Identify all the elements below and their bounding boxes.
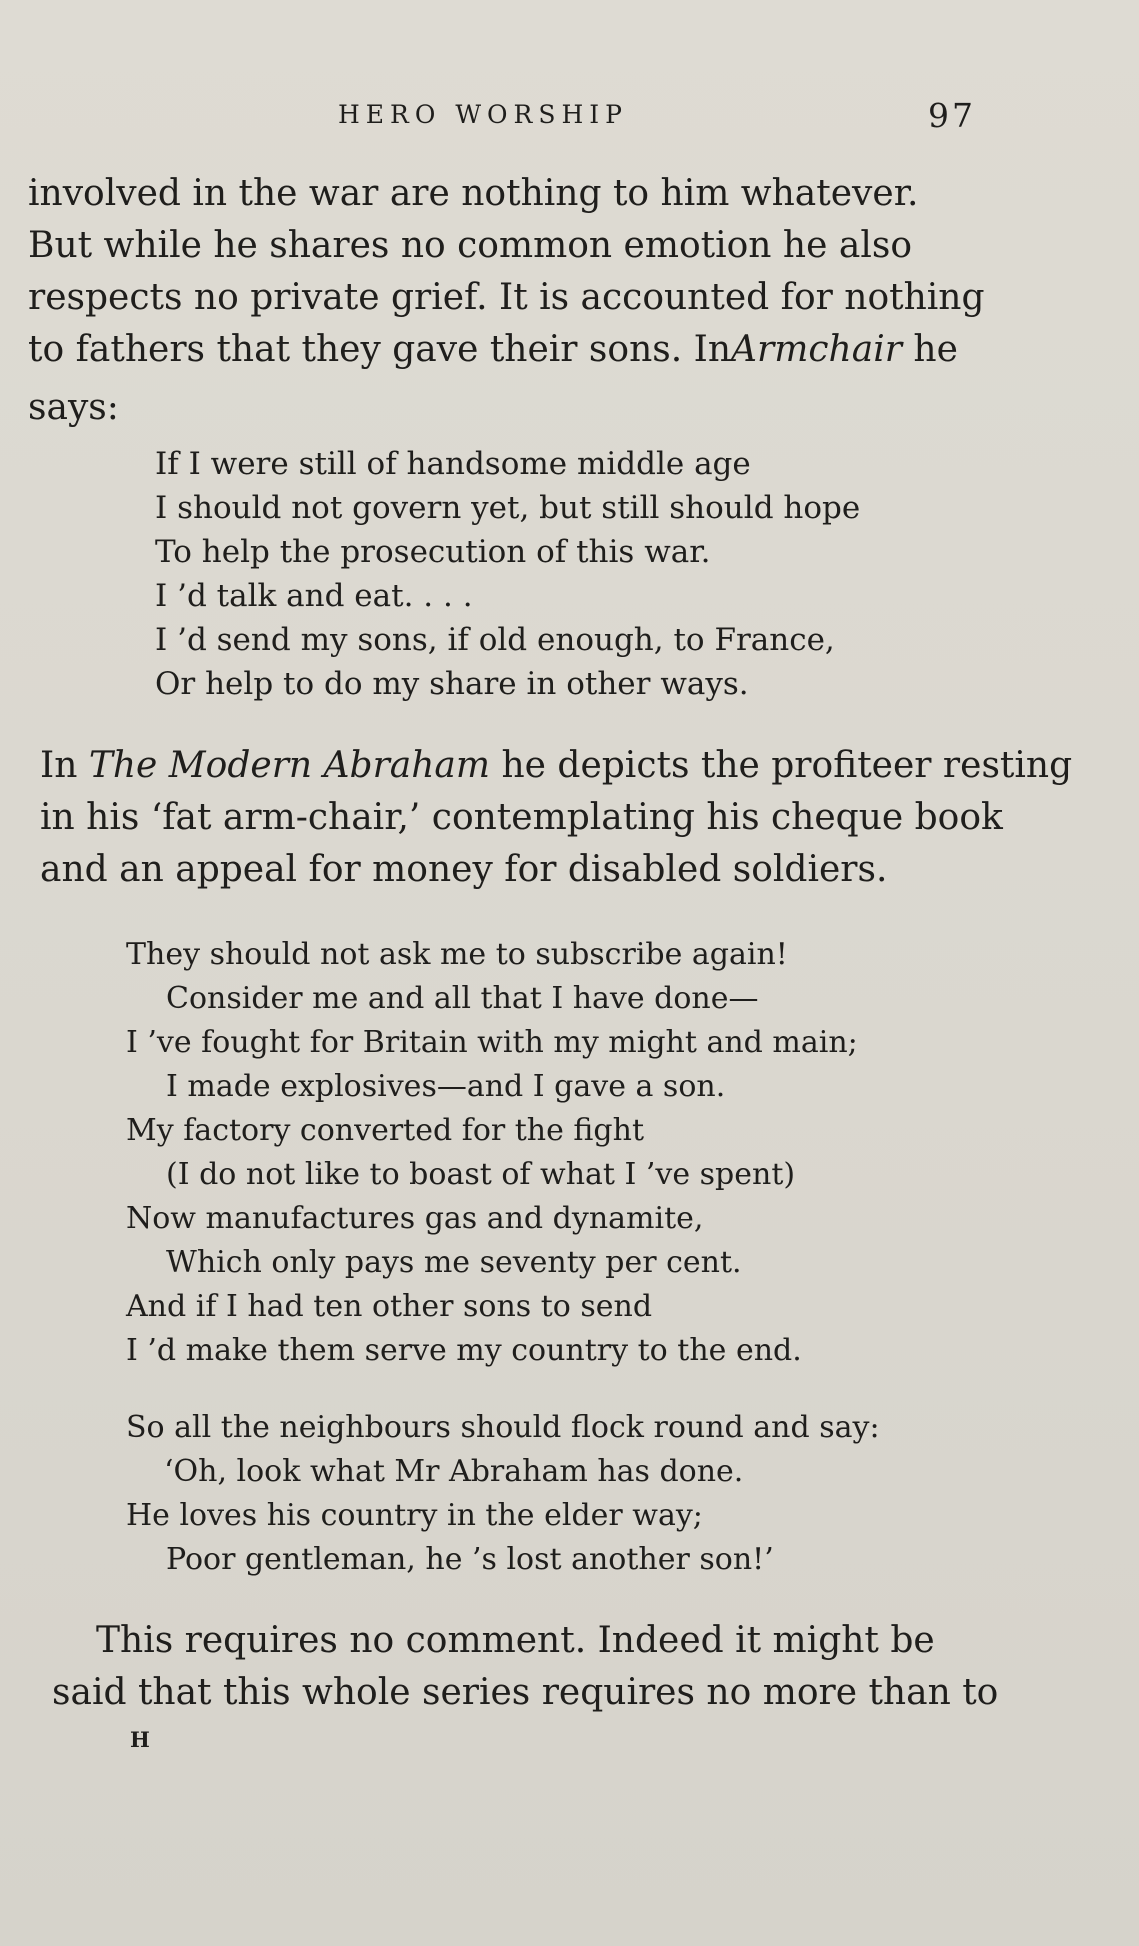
paragraph-text: he depicts the profiteer resting (490, 745, 1073, 786)
verse-line: They should not ask me to subscribe again! (126, 937, 788, 972)
paragraph-text: to fathers that they gave their sons. In (28, 329, 732, 370)
verse-line: ‘Oh, look what Mr Abraham has done. (164, 1454, 744, 1489)
paragraph-line: involved in the war are nothing to him whatever. (28, 173, 919, 214)
italic-title: The Modern Abraham (88, 745, 491, 786)
paragraph-line: says: (28, 387, 119, 428)
verse-line: I ’d send my sons, if old enough, to France, (155, 622, 835, 658)
paragraph-text: he (901, 329, 958, 370)
signature-mark: H (130, 1727, 150, 1752)
verse-line: I ’d make them serve my country to the end. (126, 1333, 802, 1368)
paragraph-line: respects no private grief. It is accounted for nothing (28, 277, 985, 318)
paragraph-line: said that this whole series requires no more than to (52, 1672, 999, 1713)
running-title: HERO WORSHIP (338, 100, 628, 129)
verse-line: And if I had ten other sons to send (126, 1289, 653, 1324)
verse-line: I made explosives—and I gave a son. (166, 1069, 726, 1104)
paragraph-line (40, 745, 1073, 786)
verse-line: (I do not like to boast of what I ’ve spent) (166, 1157, 796, 1192)
paragraph-line: But while he shares no common emotion he also (28, 225, 912, 266)
verse-line: My factory converted for the fight (126, 1113, 645, 1148)
verse-line: Now manufactures gas and dynamite, (126, 1201, 704, 1236)
verse-line: I should not govern yet, but still should hope (155, 490, 861, 526)
paragraph-line: This requires no comment. Indeed it might be (96, 1620, 935, 1661)
paragraph-text: In (40, 745, 89, 786)
paragraph-line: in his ‘fat arm-chair,’ contemplating his cheque book (40, 797, 1003, 838)
verse-line: I ’ve fought for Britain with my might and main; (126, 1025, 858, 1060)
verse-line: Poor gentleman, he ’s lost another son!’ (166, 1542, 774, 1577)
paragraph-line (28, 329, 958, 370)
verse-line: Or help to do my share in other ways. (155, 666, 749, 702)
verse-line: Which only pays me seventy per cent. (166, 1245, 742, 1280)
verse-line: To help the prosecution of this war. (155, 534, 711, 570)
verse-line: I ’d talk and eat. . . . (155, 578, 473, 614)
verse-line: He loves his country in the elder way; (126, 1498, 703, 1533)
italic-title: Armchair (731, 329, 902, 370)
verse-line: If I were still of handsome middle age (155, 446, 751, 482)
verse-line: So all the neighbours should flock round and say: (126, 1410, 880, 1445)
page-number: 97 (928, 96, 976, 135)
verse-line: Consider me and all that I have done— (166, 981, 759, 1016)
paragraph-line: and an appeal for money for disabled soldiers. (40, 849, 888, 890)
